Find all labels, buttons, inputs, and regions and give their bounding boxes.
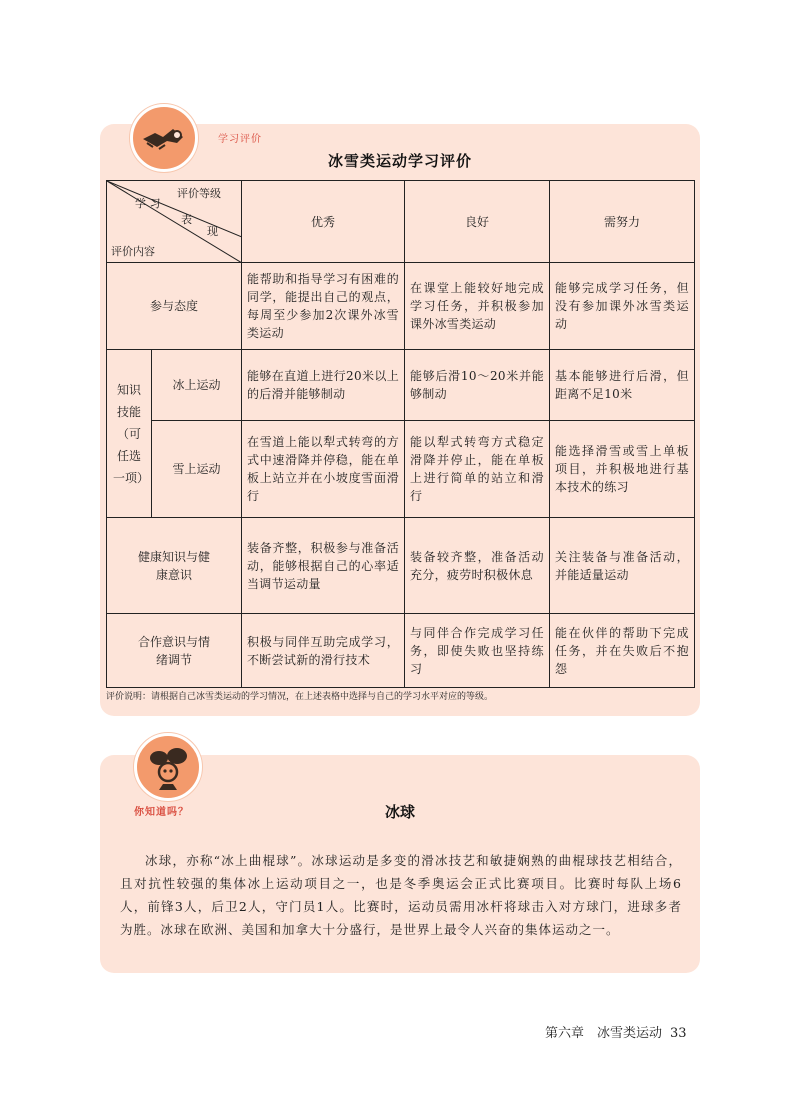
evaluation-table [106,180,695,688]
table-title: 冰雪类运动学习评价 [327,152,472,170]
cell-excellent: 装备齐整，积极参与准备活动，能够根据自己的心率适当调节运动量 [242,518,405,614]
evaluation-panel [100,124,700,716]
row-group-label: 知识技能（可任选一项） [107,350,152,518]
diagonal-header-cell [107,181,242,263]
cell-good: 与同伴合作完成学习任务，即使失败也坚持练习 [405,614,550,688]
section-label-did-you-know: 你知道吗？ [134,807,189,818]
cell-good: 能以犁式转弯方式稳定滑降并停止，能在单板上进行简单的站立和滑行 [405,421,550,518]
table-row [107,263,695,350]
chapter-title: 第六章 冰雪类运动 [545,1026,663,1041]
thinking-cartoon-icon [134,733,202,801]
cell-needs-work: 基本能够进行后滑，但距离不足10米 [550,350,695,421]
cell-good: 能够后滑10～20米并能够制动 [405,350,550,421]
level-header-needs-work: 需努力 [550,181,695,263]
cell-needs-work: 能在伙伴的帮助下完成任务，并在失败后不抱怨 [550,614,695,688]
cell-needs-work: 能选择滑雪或雪上单板项目，并积极地进行基本技术的练习 [550,421,695,518]
cell-excellent: 积极与同伴互助完成学习，不断尝试新的滑行技术 [242,614,405,688]
cell-good: 装备较齐整，准备活动充分，疲劳时积极休息 [405,518,550,614]
table-row [107,350,695,421]
diag-label-now: 现 [207,225,218,238]
article-paragraph: 冰球，亦称“冰上曲棍球”。冰球运动是多变的滑冰技艺和敏捷娴熟的曲棍球技艺相结合，且对抗性较强的集体冰上运动项目之一，也是冬季奥运会正式比赛项目。比赛时每队上场6人，前锋3人，后卫2人，守门员1人。比赛时，运动员需用冰杆将球击入对方球门，进球多者为胜。冰球在欧洲、美国和加拿大十分盛行，是世界上最令人兴奋的集体运动之一。 [120,853,682,937]
knowledge-panel [100,755,700,973]
row-label: 参与态度 [107,263,242,350]
level-header-good: 良好 [405,181,550,263]
row-label: 冰上运动 [152,350,242,421]
cell-needs-work: 关注装备与准备活动，并能适量运动 [550,518,695,614]
page-footer [545,1022,687,1041]
cell-excellent: 在雪道上能以犁式转弯的方式中速滑降并停稳，能在单板上站立并在小坡度雪面滑行 [242,421,405,518]
cell-excellent: 能够在直道上进行20米以上的后滑并能够制动 [242,350,405,421]
article-title: 冰球 [384,803,415,821]
level-header-excellent: 优秀 [242,181,405,263]
page-number: 33 [670,1026,687,1041]
evaluation-note: 评价说明：请根据自己冰雪类运动的学习情况，在上述表格中选择与自己的学习水平对应的等级。 [106,692,494,702]
cell-good: 在课堂上能较好地完成学习任务，并积极参加课外冰雪类运动 [405,263,550,350]
diag-label-table: 表 [181,213,192,226]
row-label: 合作意识与情绪调节 [107,614,242,688]
table-row [107,421,695,518]
cell-excellent: 能帮助和指导学习有困难的同学，能提出自己的观点，每周至少参加2次课外冰雪类运动 [242,263,405,350]
diag-label-content: 评价内容 [111,245,155,258]
cell-needs-work: 能够完成学习任务，但没有参加课外冰雪类运动 [550,263,695,350]
section-label-evaluation: 学习评价 [218,134,262,145]
diag-label-level: 评价等级 [177,187,221,200]
table-header-row [107,181,695,263]
table-row [107,614,695,688]
diag-label-study: 学 习 [135,197,161,210]
table-row [107,518,695,614]
row-label: 雪上运动 [152,421,242,518]
row-label: 健康知识与健康意识 [107,518,242,614]
